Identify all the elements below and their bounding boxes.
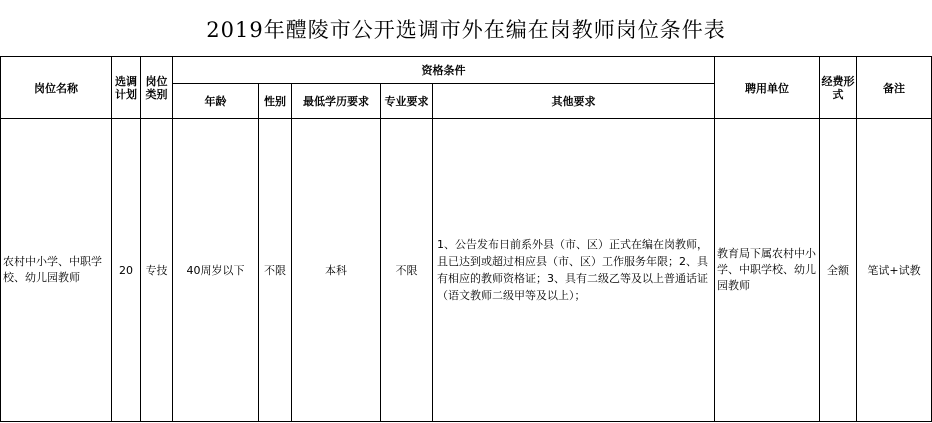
cell-age: 40周岁以下 [173, 119, 259, 422]
header-qualifications: 资格条件 [173, 57, 715, 84]
header-gender: 性别 [259, 84, 292, 119]
header-other-requirements: 其他要求 [433, 84, 715, 119]
cell-gender: 不限 [259, 119, 292, 422]
table-row [1, 119, 932, 422]
header-category: 岗位类别 [141, 57, 173, 119]
cell-quota: 20 [112, 119, 141, 422]
job-conditions-table [0, 56, 932, 422]
header-position-name: 岗位名称 [1, 57, 112, 119]
cell-min-education: 本科 [292, 119, 381, 422]
cell-employer: 教育局下属农村中小学、中职学校、幼儿园教师 [715, 119, 820, 422]
page-title: 2019年醴陵市公开选调市外在编在岗教师岗位条件表 [206, 18, 726, 42]
header-major: 专业要求 [381, 84, 433, 119]
header-employer: 聘用单位 [715, 57, 820, 119]
cell-remarks: 笔试+试教 [857, 119, 932, 422]
header-age: 年龄 [173, 84, 259, 119]
header-quota: 选调计划 [112, 57, 141, 119]
cell-category: 专技 [141, 119, 173, 422]
cell-major: 不限 [381, 119, 433, 422]
header-min-education: 最低学历要求 [292, 84, 381, 119]
header-funding: 经费形式 [820, 57, 857, 119]
cell-position-name: 农村中小学、中职学校、幼儿园教师 [1, 119, 112, 422]
cell-funding: 全额 [820, 119, 857, 422]
header-remarks: 备注 [857, 57, 932, 119]
cell-other-requirements: 1、公告发布日前系外县（市、区）正式在编在岗教师，且已达到或超过相应县（市、区）工作服务年限；2、具有相应的教师资格证；3、具有二级乙等及以上普通话证（语文教师二级甲等及以上）； [433, 119, 715, 422]
